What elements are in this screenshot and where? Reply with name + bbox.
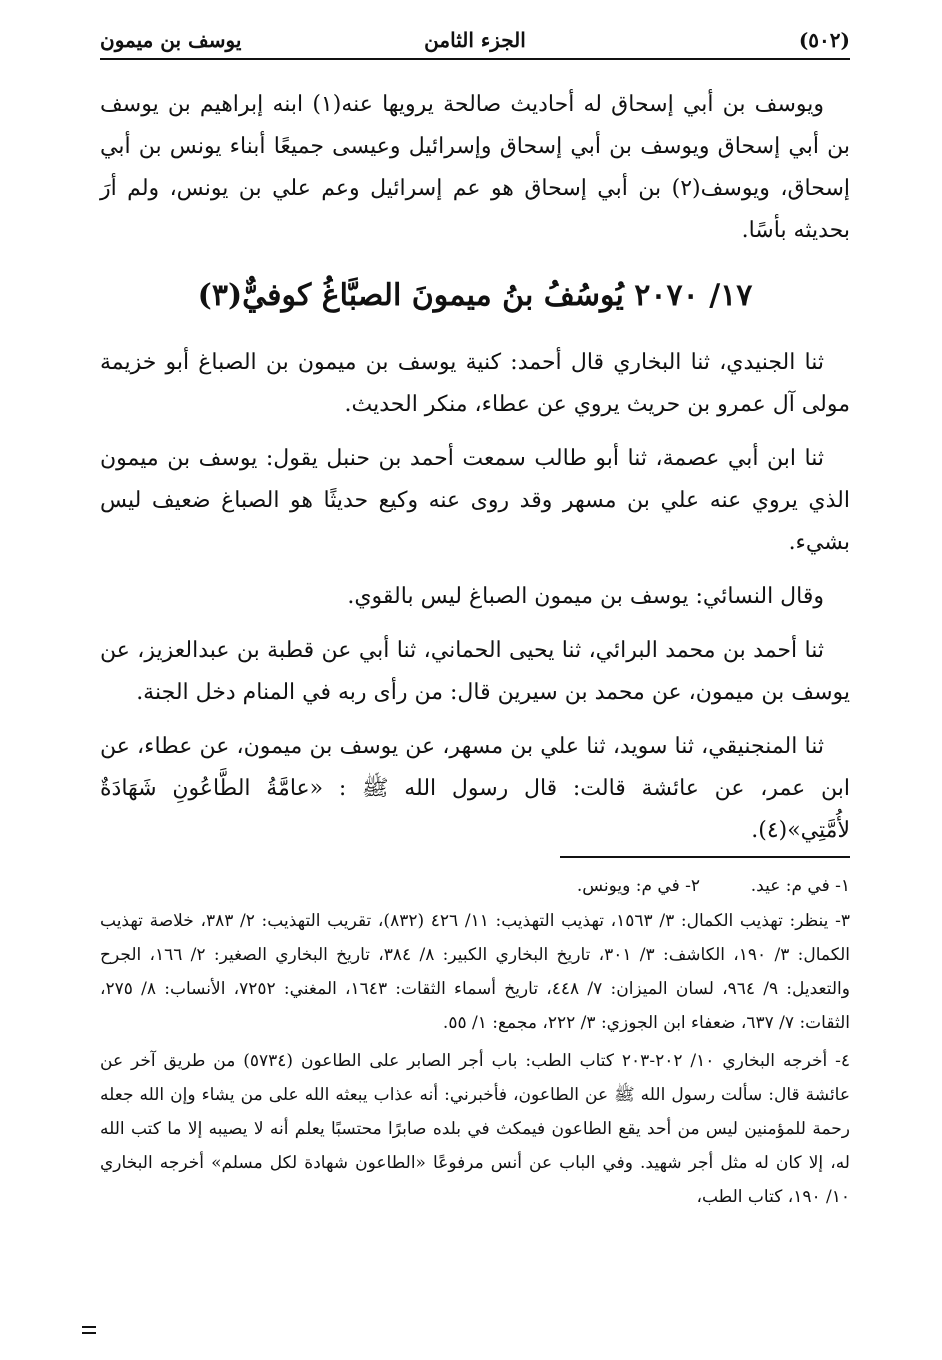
page-header [100,22,850,60]
footnote-row-1-2 [100,868,850,904]
paragraph-3: ثنا ابن أبي عصمة، ثنا أبو طالب سمعت أحمد بن حنبل يقول: يوسف بن ميمون الذي يروي عنه علي بن مسهر وقد روى عنه وكيع حديثًا هو الصباغ ضعيف ليس بشيء. [100,446,850,555]
footnote-divider [560,856,850,858]
footnote-2: ٢- في م: ويونس. [576,876,700,896]
footnote-1: ١- في م: عيد. [750,876,850,896]
running-title: يوسف بن ميمون [100,28,242,52]
footnote-3: ٣- ينظر: تهذيب الكمال: ٣/ ١٥٦٣، تهذيب التهذيب: ١١/ ٤٢٦ (٨٣٢)، تقريب التهذيب: ٢/ ٣٨٣، خلاصة تهذيب الكمال: ٣/ ١٩٠، الكاشف: ٣/ ٣٠١، تاريخ البخاري الكبير: ٨/ ٣٨٤، تاريخ البخاري الصغير: ٢/ ١٦٦، الجرح والتعديل: ٩/ ٩٦٤، لسان الميزان: ٧/ ٤٤٨، تاريخ أسماء الثقات: ١٦٤٣، المغني: ٧٢٥٢، الأنساب: ٨/ ٢٧٥، الثقات: ٧/ ٦٣٧، ضعفاء ابن الجوزي: ٣/ ٢٢٢، مجمع: ١/ ٥٥. [100,911,850,1033]
paragraph-1: ويوسف بن أبي إسحاق له أحاديث صالحة يرويها عنه(١) ابنه إبراهيم بن يوسف بن أبي إسحاق ويوسف بن أبي إسحاق وإسرائيل وعيسى جميعًا أبناء يونس بن أبي إسحاق، ويوسف(٢) بن أبي إسحاق هو عم إسرائيل وعم علي بن يونس، ولم أرَ بحديثه بأسًا. [100,92,850,243]
paragraph-4: وقال النسائي: يوسف بن ميمون الصباغ ليس بالقوي. [347,584,824,609]
paragraph-2: ثنا الجنيدي، ثنا البخاري قال أحمد: كنية يوسف بن ميمون بن الصباغ أبو خزيمة مولى آل عمرو بن حريث يروي عن عطاء، منكر الحديث. [100,350,850,417]
paragraph-5: ثنا أحمد بن محمد البرائي، ثنا يحيى الحماني، ثنا أبي عن قطبة بن عبدالعزيز، عن يوسف بن ميمون، عن محمد بن سيرين قال: من رأى ربه في المنام دخل الجنة. [100,638,850,705]
page-number: (٥٠٢) [798,28,850,52]
main-text [100,84,850,864]
footnotes [100,868,850,1218]
footnote-4: ٤- أخرجه البخاري ١٠/ ٢٠٢-٢٠٣ كتاب الطب: باب أجر الصابر على الطاعون (٥٧٣٤) من طريق آخر عن عائشة قال: سألت رسول الله ﷺ عن الطاعون، فأخبرني: أنه عذاب يبعثه الله على من يشاء وإن الله جعله رحمة للمؤمنين ليس من أحد يقع الطاعون فيمكث في بلده صابرًا محتسبًا يعلم أنه لا يصيبه إلا ما كتب الله له، إلا كان له مثل أجر شهيد. وفي الباب عن أنس مرفوعًا «الطاعون شهادة لكل مسلم» أخرجه البخاري ١٠/ ١٩٠، كتاب الطب، [100,1051,850,1207]
entry-heading: ١٧/ ٢٠٧٠ يُوسُفُ بنُ ميمونَ الصبَّاغُ كوفيٌّ(٣) [197,278,753,313]
paragraph-6: ثنا المنجنيقي، ثنا سويد، ثنا علي بن مسهر، عن يوسف بن ميمون، عن عطاء، عن ابن عمر، عن عائشة قالت: قال رسول الله ﷺ : «عامَّةُ الطَّاعُونِ شَهَادَةٌ لأُمَّتِي»(٤). [100,734,850,843]
continuation-mark [82,1326,96,1328]
part-title: الجزء الثامن [424,28,526,52]
